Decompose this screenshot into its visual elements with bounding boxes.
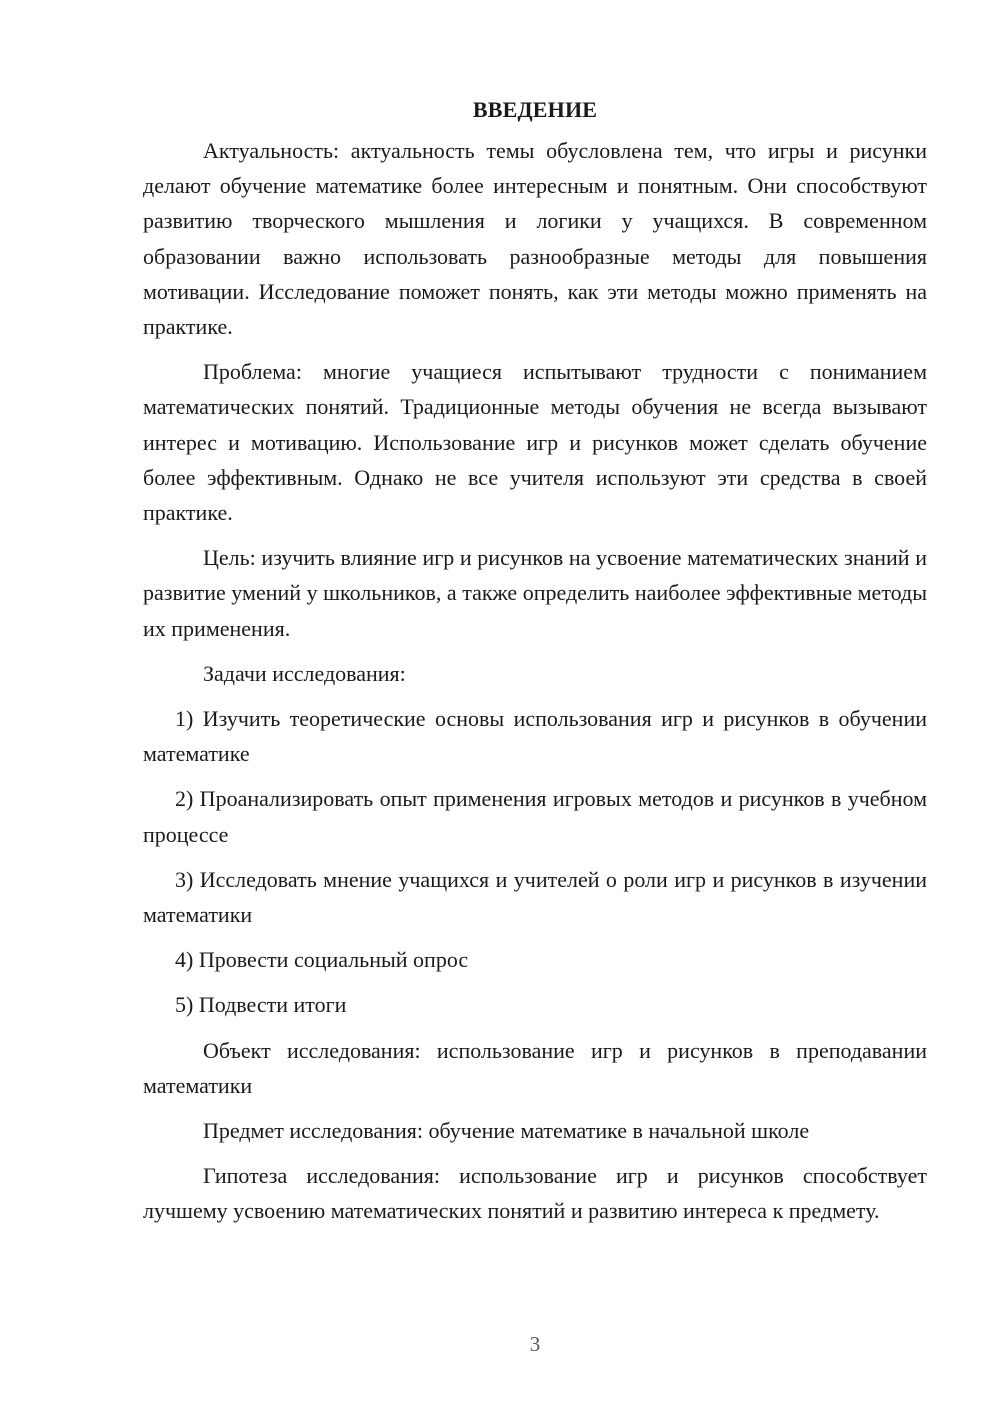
page-title: ВВЕДЕНИЕ bbox=[472, 97, 598, 122]
paragraph-subject: Предмет исследования: обучение математике в начальной школе bbox=[203, 1118, 810, 1144]
task-item-1: 1) Изучить теоретические основы использования игр и рисунков в обучении математике bbox=[143, 706, 927, 767]
paragraph-object: Объект исследования: использование игр и рисунков в преподавании математики bbox=[143, 1037, 927, 1098]
paragraph-goal: Цель: изучить влияние игр и рисунков на усвоение математических знаний и развитие умений у школьников, а также определить наиболее эффективные методы их применения. bbox=[143, 545, 927, 641]
paragraph-relevance: Актуальность: актуальность темы обусловлена тем, что игры и рисунки делают обучение математике более интересным и понятным. Они способствуют развитию творческого мышления и логики у учащихся. В современном образовании важно использовать разнообразные методы для повышения мотивации. Исследование поможет понять, как эти методы можно применять на практике. bbox=[143, 138, 927, 340]
page-content bbox=[143, 92, 927, 1229]
paragraph-hypothesis: Гипотеза исследования: использование игр и рисунков способствует лучшему усвоению математических понятий и развитию интереса к предмету. bbox=[143, 1163, 927, 1224]
task-item-2: 2) Проанализировать опыт применения игровых методов и рисунков в учебном процессе bbox=[143, 786, 927, 847]
task-item-3: 3) Исследовать мнение учащихся и учителей о роли игр и рисунков в изучении математики bbox=[143, 866, 927, 928]
task-item-5: 5) Подвести итоги bbox=[175, 992, 347, 1018]
task-item-4: 4) Провести социальный опрос bbox=[175, 947, 469, 973]
page-number: 3 bbox=[529, 1332, 541, 1356]
tasks-heading: Задачи исследования: bbox=[203, 660, 406, 686]
paragraph-problem: Проблема: многие учащиеся испытывают трудности с пониманием математических понятий. Традиционные методы обучения не всегда вызывают интерес и мотивацию. Использование игр и рисунков может сделать обучение более эффективным. Однако не все учителя используют эти средства в своей практике. bbox=[143, 359, 927, 526]
